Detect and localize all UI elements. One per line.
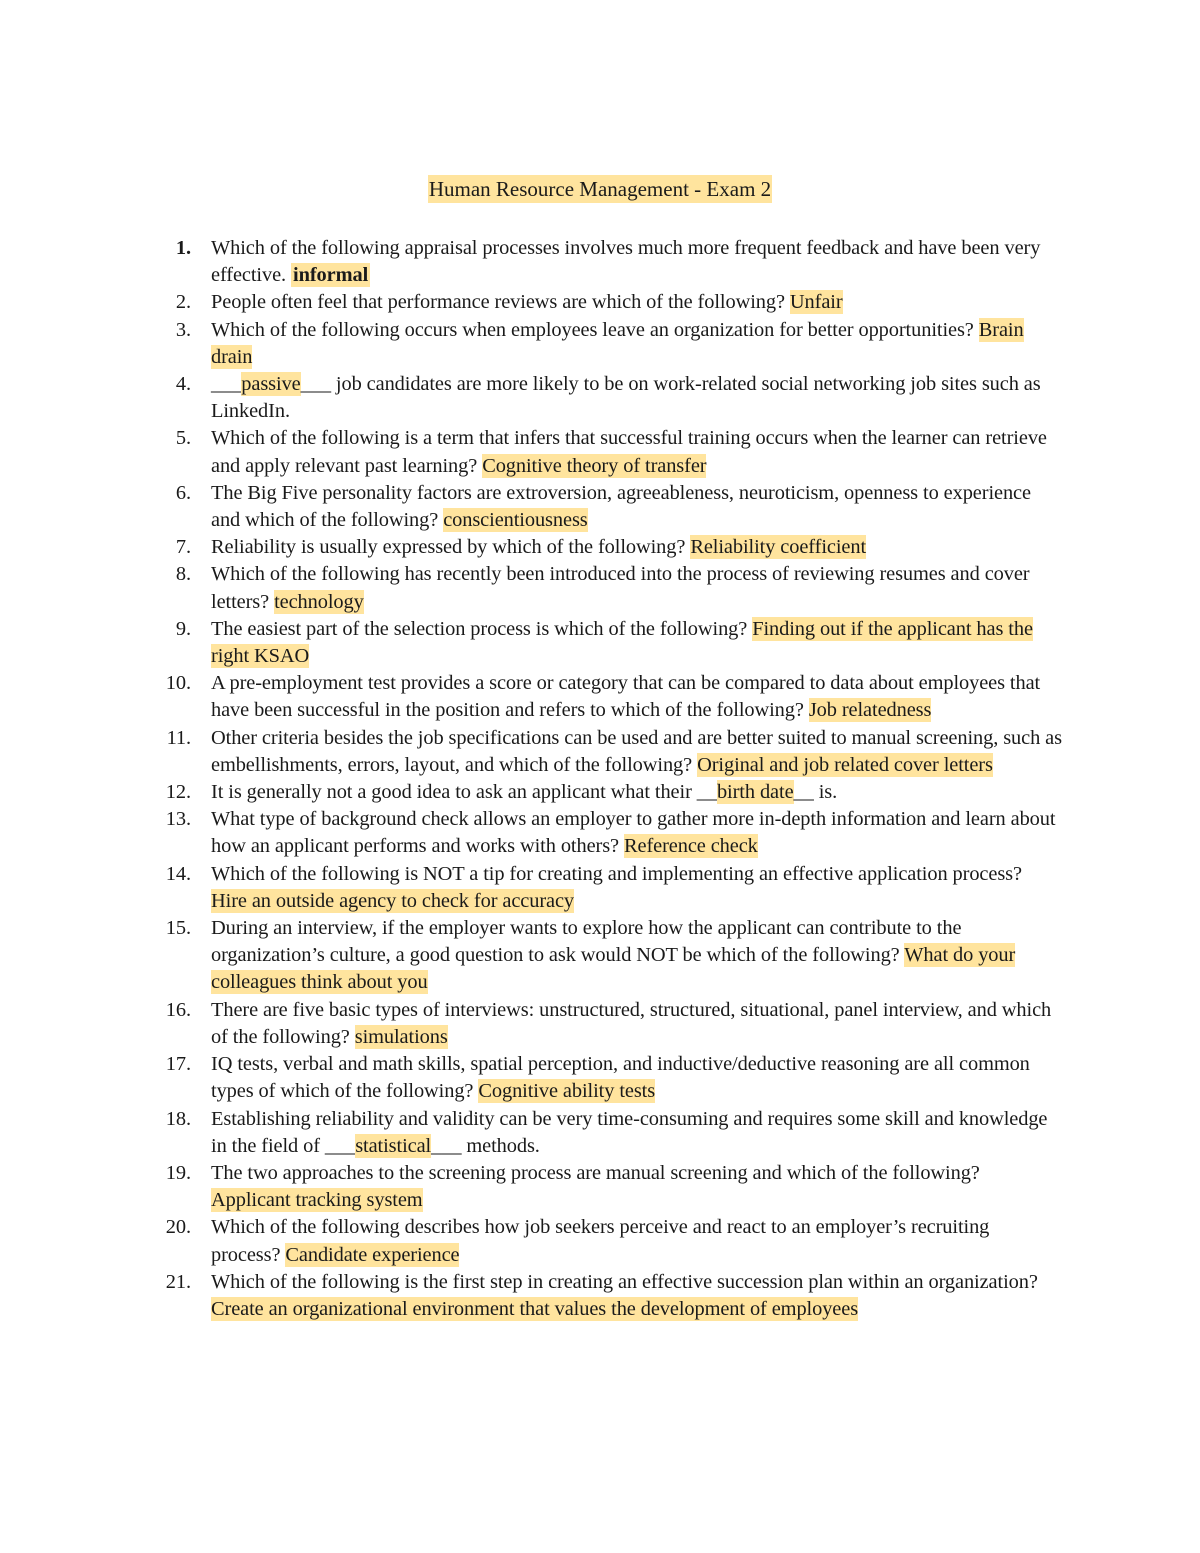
question-text: Which of the following is the first step in creating an effective succession plan within an organization? [211,1270,1038,1293]
question-number: 4. [175,373,191,396]
answer-highlight: informal [293,264,369,287]
question-item [0,861,1200,915]
question-text-after: ___ methods. [431,1134,540,1157]
answer-highlight: Cognitive theory of transfer [482,454,707,477]
question-number: 16. [165,998,191,1021]
answer-highlight: Job relatedness [808,699,932,722]
question-item [0,289,1200,316]
question-text: Which of the following has recently been introduced into the process of reviewing resumes and cover letters? [211,563,1030,613]
question-text: During an interview, if the employer wants to explore how the applicant can contribute to the organization’s culture, a good question to ask would NOT be which of the following? [211,917,962,967]
question-item [0,425,1200,479]
question-item [0,1160,1200,1214]
question-item [0,1106,1200,1160]
answer-highlight: Hire an outside agency to check for accuracy [211,889,575,912]
question-number: 11. [166,726,191,749]
question-text: The easiest part of the selection process is which of the following? [211,617,753,640]
document-title: Human Resource Management - Exam 2 [428,177,772,201]
question-text: Which of the following occurs when employees leave an organization for better opportunities? [211,318,979,341]
question-list [0,235,1200,1323]
question-item [0,1269,1200,1323]
answer-highlight: Original and job related cover letters [697,753,993,776]
question-item [0,779,1200,806]
answer-highlight: conscientiousness [443,509,588,532]
answer-highlight: Create an organizational environment that values the development of employees [211,1297,859,1320]
question-item [0,670,1200,724]
question-number: 21. [165,1270,191,1293]
question-item [0,1214,1200,1268]
question-text: ___ [211,373,242,396]
question-item [0,371,1200,425]
question-number: 19. [165,1161,191,1184]
question-number: 6. [175,481,191,504]
question-number: 17. [165,1053,191,1076]
question-item [0,725,1200,779]
question-number: 8. [175,563,191,586]
question-item [0,1051,1200,1105]
answer-highlight: What do your colleagues think about you [211,944,1016,994]
question-item [0,480,1200,534]
question-number: 1. [175,237,191,259]
question-text: Which of the following appraisal processes involves much more frequent feedback and have been very effective. [211,237,1041,287]
question-number: 14. [165,862,191,885]
answer-highlight: simulations [354,1025,448,1048]
question-item [0,616,1200,670]
question-text: Other criteria besides the job specifications can be used and are better suited to manual screening, such as embellishments, errors, layout, and which of the following? [211,726,1062,776]
question-text: Which of the following describes how job seekers perceive and react to an employer’s recruiting process? [211,1216,990,1266]
answer-highlight: Reliability coefficient [690,536,867,559]
answer-highlight: birth date [716,781,794,804]
question-item [0,997,1200,1051]
question-text: IQ tests, verbal and math skills, spatial perception, and inductive/deductive reasoning are all common types of which of the following? [211,1053,1030,1103]
question-text: It is generally not a good idea to ask an applicant what their __ [211,781,717,804]
question-text: Which of the following is NOT a tip for creating and implementing an effective application process? [211,862,1022,885]
question-item [0,561,1200,615]
question-item [0,915,1200,997]
question-item [0,235,1200,289]
question-number: 5. [175,427,191,450]
answer-highlight: Applicant tracking system [211,1189,423,1212]
question-number: 15. [165,917,191,940]
question-text: Establishing reliability and validity can be very time-consuming and requires some skill and knowledge in the field of ___ [211,1107,1048,1157]
question-text-after: ___ job candidates are more likely to be on work-related social networking job sites such as LinkedIn. [211,373,1041,423]
question-number: 13. [165,808,191,831]
question-number: 2. [175,291,191,314]
answer-highlight: Candidate experience [285,1243,460,1266]
question-text: The Big Five personality factors are extroversion, agreeableness, neuroticism, openness to experience and which of the following? [211,481,1031,532]
question-item [0,317,1200,371]
question-text: Which of the following is a term that infers that successful training occurs when the learner can retrieve and apply relevant past learning? [211,427,1047,477]
question-text: What type of background check allows an employer to gather more in-depth information and learn about how an applicant performs and works with others? [211,808,1056,858]
question-number: 10. [165,672,191,695]
question-number: 12. [165,781,191,804]
question-text: A pre-employment test provides a score or category that can be compared to data about employees that have been successful in the position and refers to which of the following? [211,672,1041,722]
answer-highlight: Reference check [624,835,758,858]
question-item [0,806,1200,860]
question-item [0,534,1200,561]
answer-highlight: Unfair [789,291,843,314]
document-title-line [0,174,1200,204]
answer-highlight: Finding out if the applicant has the right KSAO [211,617,1033,668]
question-number: 20. [165,1216,191,1239]
question-text-after: __ is. [793,781,838,804]
answer-highlight: passive [241,373,301,396]
question-number: 3. [175,318,191,341]
question-text: People often feel that performance reviews are which of the following? [211,291,790,314]
question-number: 9. [175,617,191,640]
question-text: There are five basic types of interviews: unstructured, structured, situational, panel interview, and which of the following? [211,998,1052,1048]
answer-highlight: statistical [355,1134,432,1157]
answer-highlight: Brain drain [211,318,1024,368]
question-text: The two approaches to the screening process are manual screening and which of the following? [211,1161,980,1184]
question-number: 18. [165,1107,191,1130]
answer-highlight: Cognitive ability tests [478,1080,656,1103]
question-number: 7. [175,536,191,559]
answer-highlight: technology [274,590,364,613]
question-text: Reliability is usually expressed by which of the following? [211,536,691,559]
